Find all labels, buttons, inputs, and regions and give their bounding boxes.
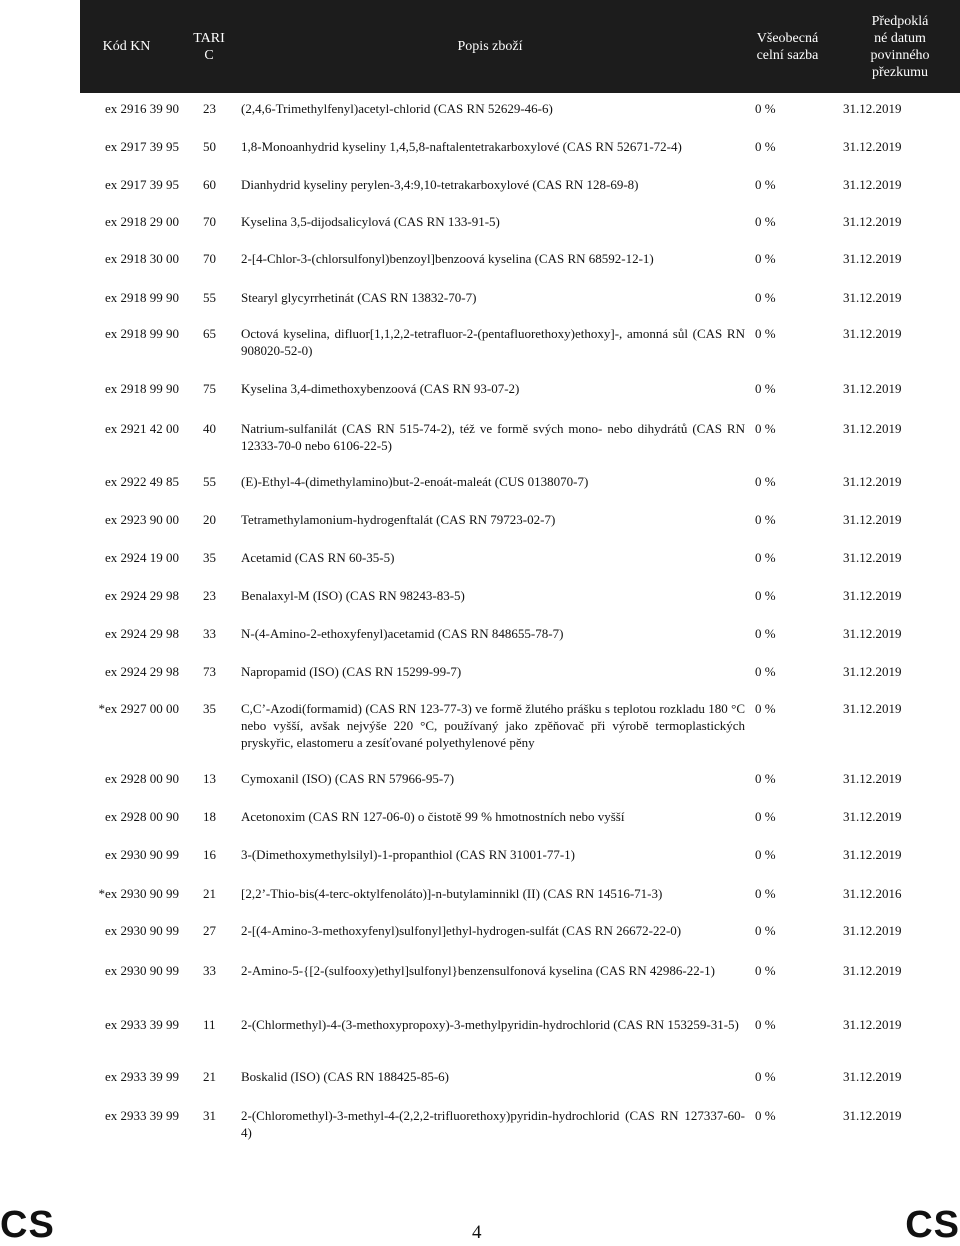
header-sazba: Všeobecná celní sazba [756,30,819,63]
cell-datum: 31.12.2019 [843,664,902,679]
cell-kod: ex 2917 39 95 [104,177,179,192]
cell-sazba: 0 % [755,290,776,305]
cell-datum: 31.12.2019 [843,550,902,565]
footer-left-mark: CS [0,1204,55,1246]
cell-datum: 31.12.2019 [843,512,902,527]
cell-kod: ex 2921 42 00 [104,421,179,436]
cell-kod: ex 2923 90 00 [104,512,179,527]
cell-kod: ex 2930 90 99 [104,963,179,978]
cell-kod: ex 2918 30 00 [104,251,179,266]
cell-sazba: 0 % [755,251,776,266]
cell-sazba: 0 % [755,326,776,341]
cell-kod: ex 2933 39 99 [104,1017,179,1032]
cell-kod: ex 2918 29 00 [104,214,179,229]
cell-datum: 31.12.2016 [843,886,902,901]
cell-taric: 40 [203,421,216,436]
cell-taric: 18 [203,809,216,824]
cell-datum: 31.12.2019 [843,923,902,938]
cell-taric: 75 [203,381,216,396]
cell-taric: 21 [203,1069,216,1084]
cell-sazba: 0 % [755,664,776,679]
cell-datum: 31.12.2019 [843,1069,902,1084]
cell-popis: [2,2’-Thio-bis(4-terc-oktylfenoláto)]-n-butylaminnikl (II) (CAS RN 14516-71-3) [241,886,663,901]
cell-kod: ex 2918 99 90 [104,290,179,305]
cell-sazba: 0 % [755,214,776,229]
page-number: 4 [472,1222,482,1243]
cell-taric: 50 [203,139,216,154]
cell-sazba: 0 % [755,101,776,116]
header-datum: Předpoklá né datum povinného přezkumu [870,13,930,80]
cell-datum: 31.12.2019 [843,421,902,436]
cell-popis: C,C’-Azodi(formamid) (CAS RN 123-77-3) ve formě žlutého prášku s teplotou rozkladu 180 °C nebo vyšší, avšak nejvýše 220 °C, používaný jako zpěňovač při výrobě termoplastických pryskyřic, elastomeru a zesíťované polyethylenové pěny [241,701,745,750]
cell-taric: 70 [203,214,216,229]
cell-taric: 35 [203,550,216,565]
cell-kod: ex 2928 00 90 [104,771,179,786]
cell-popis: Stearyl glycyrrhetinát (CAS RN 13832-70-7) [241,290,477,305]
cell-popis: 1,8-Monoanhydrid kyseliny 1,4,5,8-naftalentetrakarboxylové (CAS RN 52671-72-4) [241,139,682,154]
cell-taric: 23 [203,101,216,116]
cell-kod: ex 2918 99 90 [104,381,179,396]
header-popis: Popis zboží [457,39,523,54]
cell-datum: 31.12.2019 [843,177,902,192]
cell-popis: Kyselina 3,5-dijodsalicylová (CAS RN 133-91-5) [241,214,500,229]
cell-taric: 23 [203,588,216,603]
cell-datum: 31.12.2019 [843,326,902,341]
cell-kod: *ex 2927 00 00 [98,701,179,716]
cell-sazba: 0 % [755,177,776,192]
cell-sazba: 0 % [755,847,776,862]
cell-datum: 31.12.2019 [843,474,902,489]
cell-taric: 55 [203,474,216,489]
cell-kod: ex 2933 39 99 [104,1069,179,1084]
cell-popis: 2-(Chloromethyl)-3-methyl-4-(2,2,2-trifluorethoxy)pyridin-hydrochlorid (CAS RN 127337-60-4) [241,1108,745,1140]
cell-taric: 35 [203,701,216,716]
cell-popis: (E)-Ethyl-4-(dimethylamino)but-2-enoát-maleát (CUS 0138070-7) [241,474,589,489]
cell-datum: 31.12.2019 [843,588,902,603]
cell-kod: ex 2924 29 98 [104,664,179,679]
cell-kod: ex 2933 39 99 [104,1108,179,1123]
cell-taric: 65 [203,326,216,341]
cell-datum: 31.12.2019 [843,963,902,978]
cell-popis: Acetonoxim (CAS RN 127-06-0) o čistotě 99 % hmotnostních nebo vyšší [241,809,625,824]
cell-datum: 31.12.2019 [843,214,902,229]
cell-taric: 27 [203,923,216,938]
cell-popis: Natrium-sulfanilát (CAS RN 515-74-2), též ve formě svých mono- nebo dihydrátů (CAS RN 12333-70-0 nebo 6106-22-5) [241,421,745,453]
cell-sazba: 0 % [755,1017,776,1032]
cell-sazba: 0 % [755,421,776,436]
cell-popis: Boskalid (ISO) (CAS RN 188425-85-6) [241,1069,449,1084]
cell-taric: 20 [203,512,216,527]
footer-right-mark: CS [905,1204,960,1246]
cell-datum: 31.12.2019 [843,290,902,305]
cell-kod: ex 2930 90 99 [104,847,179,862]
cell-taric: 73 [203,664,216,679]
cell-sazba: 0 % [755,626,776,641]
cell-taric: 11 [203,1017,216,1032]
cell-taric: 31 [203,1108,216,1123]
cell-taric: 21 [203,886,216,901]
cell-datum: 31.12.2019 [843,809,902,824]
cell-popis: 3-(Dimethoxymethylsilyl)-1-propanthiol (CAS RN 31001-77-1) [241,847,575,862]
cell-sazba: 0 % [755,550,776,565]
cell-datum: 31.12.2019 [843,771,902,786]
cell-kod: ex 2918 99 90 [104,326,179,341]
cell-popis: 2-Amino-5-{[2-(sulfooxy)ethyl]sulfonyl}benzensulfonová kyselina (CAS RN 42986-22-1) [241,963,715,978]
cell-popis: Acetamid (CAS RN 60-35-5) [241,550,395,565]
header-taric: TARI C [193,30,225,63]
cell-taric: 55 [203,290,216,305]
cell-datum: 31.12.2019 [843,1108,902,1123]
cell-sazba: 0 % [755,474,776,489]
cell-sazba: 0 % [755,1108,776,1123]
cell-sazba: 0 % [755,1069,776,1084]
cell-sazba: 0 % [755,809,776,824]
cell-popis: N-(4-Amino-2-ethoxyfenyl)acetamid (CAS RN 848655-78-7) [241,626,564,641]
cell-sazba: 0 % [755,886,776,901]
cell-taric: 60 [203,177,216,192]
cell-kod: ex 2924 19 00 [104,550,179,565]
cell-sazba: 0 % [755,139,776,154]
cell-datum: 31.12.2019 [843,1017,902,1032]
cell-sazba: 0 % [755,588,776,603]
cell-kod: ex 2922 49 85 [104,474,179,489]
cell-datum: 31.12.2019 [843,139,902,154]
cell-taric: 33 [203,626,216,641]
cell-datum: 31.12.2019 [843,251,902,266]
cell-kod: ex 2917 39 95 [104,139,179,154]
header-kod: Kód KN [102,39,151,54]
cell-taric: 70 [203,251,216,266]
cell-taric: 33 [203,963,216,978]
cell-sazba: 0 % [755,381,776,396]
cell-popis: Dianhydrid kyseliny perylen-3,4:9,10-tetrakarboxylové (CAS RN 128-69-8) [241,177,639,192]
cell-popis: Benalaxyl-M (ISO) (CAS RN 98243-83-5) [241,588,465,603]
cell-sazba: 0 % [755,512,776,527]
cell-sazba: 0 % [755,963,776,978]
cell-kod: *ex 2930 90 99 [98,886,179,901]
cell-kod: ex 2930 90 99 [104,923,179,938]
cell-sazba: 0 % [755,923,776,938]
cell-datum: 31.12.2019 [843,101,902,116]
cell-datum: 31.12.2019 [843,626,902,641]
cell-taric: 16 [203,847,216,862]
cell-sazba: 0 % [755,701,776,716]
cell-popis: 2-[4-Chlor-3-(chlorsulfonyl)benzoyl]benzoová kyselina (CAS RN 68592-12-1) [241,251,654,266]
cell-kod: ex 2924 29 98 [104,626,179,641]
cell-popis: Kyselina 3,4-dimethoxybenzoová (CAS RN 93-07-2) [241,381,520,396]
cell-popis: 2-(Chlormethyl)-4-(3-methoxypropoxy)-3-methylpyridin-hydrochlorid (CAS RN 153259-31-5) [241,1017,739,1032]
cell-popis: Napropamid (ISO) (CAS RN 15299-99-7) [241,664,462,679]
cell-datum: 31.12.2019 [843,381,902,396]
cell-sazba: 0 % [755,771,776,786]
cell-datum: 31.12.2019 [843,847,902,862]
cell-popis: (2,4,6-Trimethylfenyl)acetyl-chlorid (CAS RN 52629-46-6) [241,101,553,116]
cell-popis: Tetramethylamonium-hydrogenftalát (CAS RN 79723-02-7) [241,512,556,527]
cell-datum: 31.12.2019 [843,701,902,716]
cell-popis: 2-[(4-Amino-3-methoxyfenyl)sulfonyl]ethyl-hydrogen-sulfát (CAS RN 26672-22-0) [241,923,682,938]
cell-kod: ex 2928 00 90 [104,809,179,824]
cell-kod: ex 2924 29 98 [104,588,179,603]
cell-kod: ex 2916 39 90 [104,101,179,116]
cell-popis: Cymoxanil (ISO) (CAS RN 57966-95-7) [241,771,455,786]
cell-taric: 13 [203,771,216,786]
cell-popis: Octová kyselina, difluor[1,1,2,2-tetrafluor-2-(pentafluorethoxy)ethoxy]-, amonná sůl (CAS RN 908020-52-0) [241,326,745,358]
